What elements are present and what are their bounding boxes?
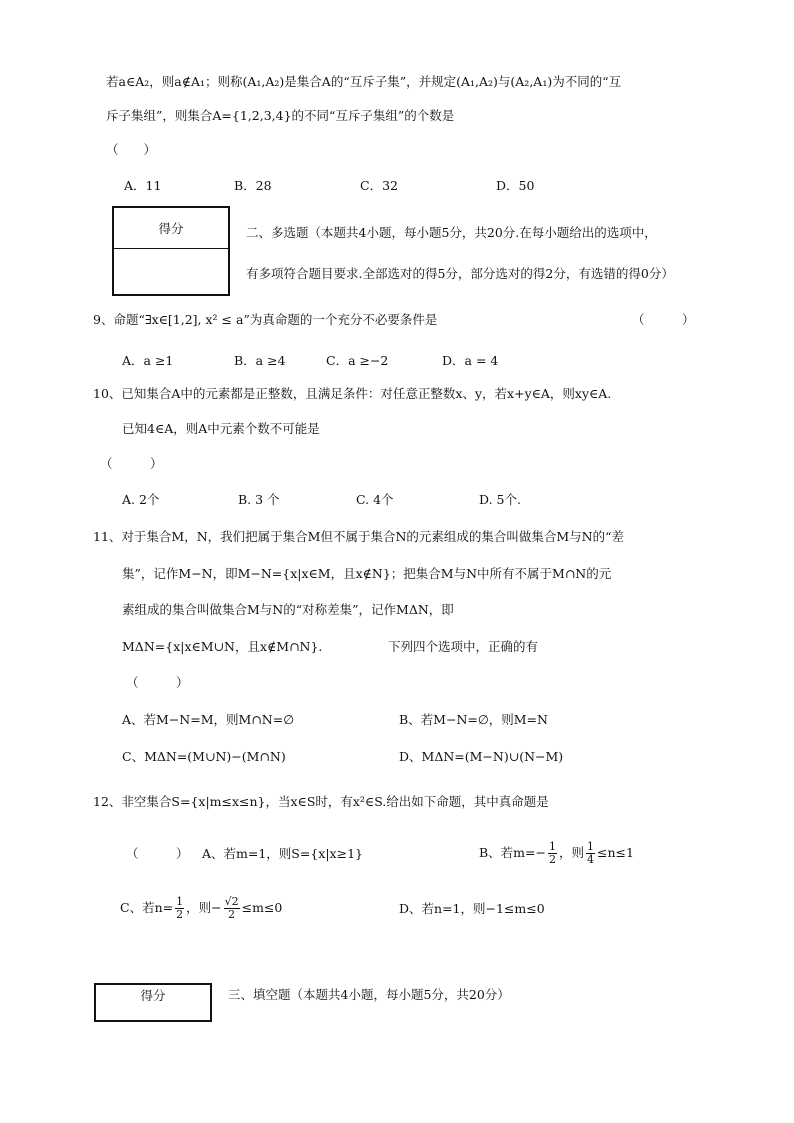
fraction-numerator: 1 (587, 840, 595, 853)
q12-option-b (479, 837, 634, 869)
q9-option-d: D．a = 4 (442, 353, 499, 368)
section2-score-box (112, 206, 230, 296)
q11-answer-paren: （ ） (126, 675, 189, 690)
fraction-denominator: 4 (587, 853, 595, 866)
q12-option-c-mid: ，则− (186, 900, 222, 915)
q11-line2: 集”，记作M−N，即M−N={x|x∈M，且x∉N}；把集合M与N中所有不属于M∩N的元 (122, 566, 612, 581)
section2-title-line2: 有多项符合题目要求.全部选对的得5分，部分选对的得2分，有选错的得0分） (246, 266, 674, 281)
q11-line3: 素组成的集合叫做集合M与N的“对称差集”，记作MΔN，即 (122, 602, 454, 617)
q10-line2: 已知4∈A，则A中元素个数不可能是 (122, 421, 320, 436)
section2-score-label: 得分 (158, 221, 184, 236)
q9-option-c: C．a ≥−2 (326, 353, 389, 368)
section3-score-box (94, 983, 212, 1022)
q8-option-a: A．11 (124, 178, 162, 193)
q10-option-d: D. 5个. (479, 492, 521, 507)
q10-option-b: B. 3 个 (238, 492, 280, 507)
q11-option-c: C、MΔN=(M∪N)−(M∩N) (122, 749, 286, 764)
fraction-numerator: 1 (176, 895, 184, 908)
q12-option-c (120, 892, 282, 924)
fraction-denominator: 2 (228, 908, 236, 921)
q12-answer-paren: （ ） (126, 846, 189, 861)
q12-stem: 12、非空集合S={x|m≤x≤n}，当x∈S时，有x²∈S.给出如下命题，其中真命题是 (93, 794, 549, 809)
q9-stem: 9、命题“∃x∈[1,2], x² ≤ a”为真命题的一个充分不必要条件是 (93, 312, 438, 327)
q12-option-c-fraction-bound (224, 896, 240, 921)
q12-option-c-suffix: ≤m≤0 (241, 900, 283, 915)
q12-option-d: D、若n=1，则−1≤m≤0 (399, 901, 545, 916)
fraction-numerator: √2 (224, 895, 239, 908)
q11-option-d: D、MΔN=(M−N)∪(N−M) (399, 749, 564, 764)
q8-option-b: B．28 (234, 178, 272, 193)
fraction-denominator: 2 (549, 853, 556, 866)
q8-answer-paren: （ ） (106, 142, 157, 157)
q10-option-a: A. 2个 (122, 492, 160, 507)
fraction-denominator: 2 (176, 908, 184, 921)
q12-option-a: A、若m=1，则S={x|x≥1} (202, 846, 363, 861)
q10-answer-paren: （ ） (100, 456, 163, 471)
q11-option-b: B、若M−N=∅，则M=N (399, 712, 548, 727)
q9-option-a: A．a ≥1 (122, 353, 174, 368)
q10-line1: 10、已知集合A中的元素都是正整数，且满足条件：对任意正整数x、y，若x+y∈A，则xy∈A. (93, 386, 612, 401)
section2-title-line1: 二、多选题（本题共4小题，每小题5分，共20分.在每小题给出的选项中， (246, 225, 657, 240)
q8-line1: 若a∈A₂，则a∉A₁；则称(A₁,A₂)是集合A的“互斥子集”，并规定(A₁,A₂)与(A₂,A₁)为不同的“互 (106, 74, 622, 89)
q11-line1: 11、对于集合M，N，我们把属于集合M但不属于集合N的元素组成的集合叫做集合M与N的“差 (93, 529, 625, 544)
q9-answer-paren: （ ） (632, 312, 695, 327)
q12-option-c-prefix: C、若n= (120, 900, 174, 915)
q12-option-b-suffix: ≤n≤1 (597, 845, 634, 860)
q11-line4-prompt: 下列四个选项中，正确的有 (388, 639, 539, 654)
q8-option-d: D．50 (496, 178, 535, 193)
section3-title: 三、填空题（本题共4小题，每小题5分，共20分） (228, 987, 510, 1002)
q12-option-b-fraction-bound (586, 841, 595, 866)
section3-score-label: 得分 (140, 988, 166, 1003)
q12-option-c-fraction-n (175, 896, 184, 921)
q12-option-b-mid: ，则 (559, 845, 585, 860)
q8-line2: 斥子集组”，则集合A={1,2,3,4}的不同“互斥子集组”的个数是 (106, 108, 455, 123)
q12-option-b-prefix: B、若m=− (479, 845, 546, 860)
fraction-numerator: 1 (549, 840, 556, 853)
q11-option-a: A、若M−N=M，则M∩N=∅ (122, 712, 295, 727)
q11-line4-formula: MΔN={x|x∈M∪N，且x∉M∩N}. (122, 639, 323, 654)
q9-option-b: B．a ≥4 (234, 353, 286, 368)
q10-option-c: C. 4个 (356, 492, 394, 507)
q12-option-b-fraction-m (548, 841, 557, 866)
score-box-divider (114, 248, 228, 249)
q8-option-c: C．32 (360, 178, 398, 193)
